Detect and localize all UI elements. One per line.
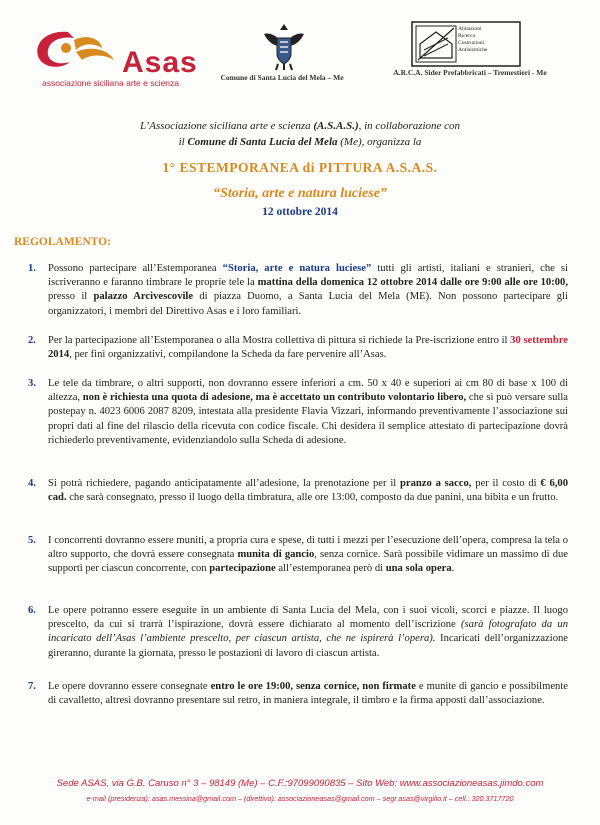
asas-subtitle: associazione siciliana arte e scienza [42, 78, 180, 88]
text-run: e munite di gancio e possibilmente di cavalletto, altresì dovranno presentare sul retro, in maniera integrale, il timbro e la firma apposti dall’associazione. [48, 681, 568, 707]
text-run: I concorrenti dovranno essere muniti, a propria cura e spese, di tutti i mezzi per l’esecuzione dell’opera, compresa la tela o altro supporto, che dovrà essere consegnata [48, 535, 568, 561]
text-run: all’estemporanea però di [275, 563, 386, 575]
asas-swoosh-icon [30, 26, 122, 78]
text-run: pranzo a sacco, [400, 478, 472, 489]
intro-text: (Me), organizza la [337, 136, 422, 148]
text-run: mattina della domenica 12 ottobre 2014 dalle ore 9:00 alle ore 10:00, [257, 277, 568, 289]
regolamento-heading: REGOLAMENTO: [14, 236, 111, 248]
comune-caption: Comune di Santa Lucia del Mela – Me [220, 73, 344, 82]
item-number: 7. [28, 681, 36, 692]
text-run: partecipazione [209, 563, 276, 575]
intro-text: il [178, 136, 188, 148]
text-run: Incaricati dell’organizzazione gireranno, durante la giornata, presso le postazioni di lavoro di ciascun artista. [48, 633, 568, 659]
text-run: Possono partecipare all’Estemporanea [48, 263, 223, 274]
arca-logo [410, 20, 522, 70]
arca-line: Abitazioni [458, 26, 482, 32]
text-run: che sarà consegnato, presso il luogo della timbratura, alle ore 13:00, composto da due panini, una bibita e un frutto. [66, 492, 559, 504]
text-run: Le opere potranno essere eseguite in un ambiente di Santa Lucia del Mela, con i suoi vicoli, scorci e piazze. Il luogo prescelto, da cui si trarrà l’ispirazione, dovrà essere dichiarato al momento dell’iscrizione [48, 605, 568, 631]
item-number: 1. [28, 263, 36, 274]
text-run: munita di gancio [237, 549, 315, 561]
text-run: per il costo di [471, 478, 541, 489]
item-text [48, 262, 568, 319]
text-run: che si può versare sulla postepay n. 4023 6006 2087 8209, intestata alla presidente Flavia Vizzari, informando preventivamente l’associazione sui propri dati al fine del rilascio della ricevuta con codice fiscale. Chi desidera il semplice attestato di partecipazione dovrà richiederlo preventivamente, evidenziandolo sulla Scheda di adesione. [48, 392, 568, 446]
intro [60, 118, 540, 150]
text-run: 2014 [48, 349, 70, 361]
event-date: 12 ottobre 2014 [262, 206, 338, 218]
item-text [48, 477, 568, 505]
eagle-crest-icon [260, 20, 308, 72]
intro-text: L’Associazione siciliana arte e scienza [139, 120, 314, 132]
text-run: Le opere dovranno essere consegnate [48, 681, 211, 692]
text-run: presso il [48, 291, 94, 303]
text-run: Le tele da timbrare, o altri supporti, non dovranno essere inferiori a cm. 50 x 40 e superiori ai cm 80 di base x 100 di altezza, [48, 378, 568, 404]
text-run: non è richiesta una quota di adesione, ma è accettato un contributo volontario libero, [82, 392, 467, 404]
item-number: 4. [28, 478, 36, 489]
asas-name: Asas [122, 46, 198, 79]
text-run: (sarà fotografato da un incaricato dell’Asas l’ambiente prescelto, per ciascun artista, che ne ispirerà l’opera). [48, 619, 568, 645]
intro-text: , in collaborazione con [358, 120, 461, 132]
text-run: “Storia, arte e natura luciese” [222, 263, 372, 274]
event-subtitle: “Storia, arte e natura luciese” [213, 186, 387, 201]
intro-bold: (A.S.A.S.) [313, 120, 359, 132]
item-number: 5. [28, 535, 36, 546]
item-text [48, 534, 568, 577]
text-run: . [451, 563, 455, 575]
item-number: 3. [28, 378, 36, 389]
header [0, 18, 600, 88]
text-run: Si potrà richiedere, pagando anticipatamente all’adesione, la prenotazione per il [48, 478, 400, 489]
item-number: 6. [28, 605, 36, 616]
intro-bold: Comune di Santa Lucia del Mela [187, 136, 338, 148]
text-run: , per fini organizzativi, compilandone la Scheda da fare pervenire all’Asas. [69, 349, 387, 361]
intro-line-1 [60, 118, 540, 134]
arca-caption: A.R.C.A. Sider Prefabbricati – Tremestieri - Me [393, 68, 547, 77]
text-run: Per la partecipazione all’Estemporanea o alla Mostra collettiva di pittura si richiede la Pre-iscrizione entro il [48, 335, 511, 346]
intro-line-2 [60, 134, 540, 150]
item-number: 2. [28, 335, 36, 346]
arca-line: Ricerca [458, 33, 476, 39]
footer-contacts: e-mail (presidenza): asas.messina@gmail.com – (direttivo): associazioneasas@gmail.com – segr.asas@virgilio.it – cell.: 320.3717720 [86, 794, 514, 803]
text-run: una sola opera [385, 563, 452, 575]
text-run: palazzo Arcivescovile [93, 291, 194, 303]
arca-line: Antisismiche [458, 47, 488, 53]
text-run: € 6,00 cad. [48, 478, 568, 504]
item-text [48, 377, 568, 448]
text-run: tutti gli artisti, italiani e stranieri, che si iscriveranno e faranno timbrare le proprie tele la [48, 263, 568, 289]
item-text [48, 334, 568, 362]
comune-crest [260, 20, 308, 72]
event-title: 1° ESTEMPORANEA di PITTURA A.S.A.S. [162, 160, 438, 175]
text-run: 30 settembre [510, 335, 568, 346]
text-run: di piazza Duomo, a Santa Lucia del Mela (ME). Non possono partecipare gli organizzatori, i membri del Direttivo Asas e i loro familiari. [48, 291, 568, 317]
arca-line: Costruzioni [458, 40, 485, 46]
item-text [48, 680, 568, 708]
item-text [48, 604, 568, 661]
text-run: entro le ore 19:00, senza cornice, non firmate [210, 681, 416, 692]
asas-logo [30, 26, 198, 88]
footer-address: Sede ASAS, via G.B. Caruso n° 3 – 98149 (Me) – C.F.:97099090835 – Sito Web: www.associazioneasas.jimdo.com [56, 778, 544, 789]
text-run: , senza cornice. Sarà possibile vidimare un massimo di due supporti per ciascun concorrente, con [48, 549, 568, 575]
arca-lines [458, 26, 488, 54]
